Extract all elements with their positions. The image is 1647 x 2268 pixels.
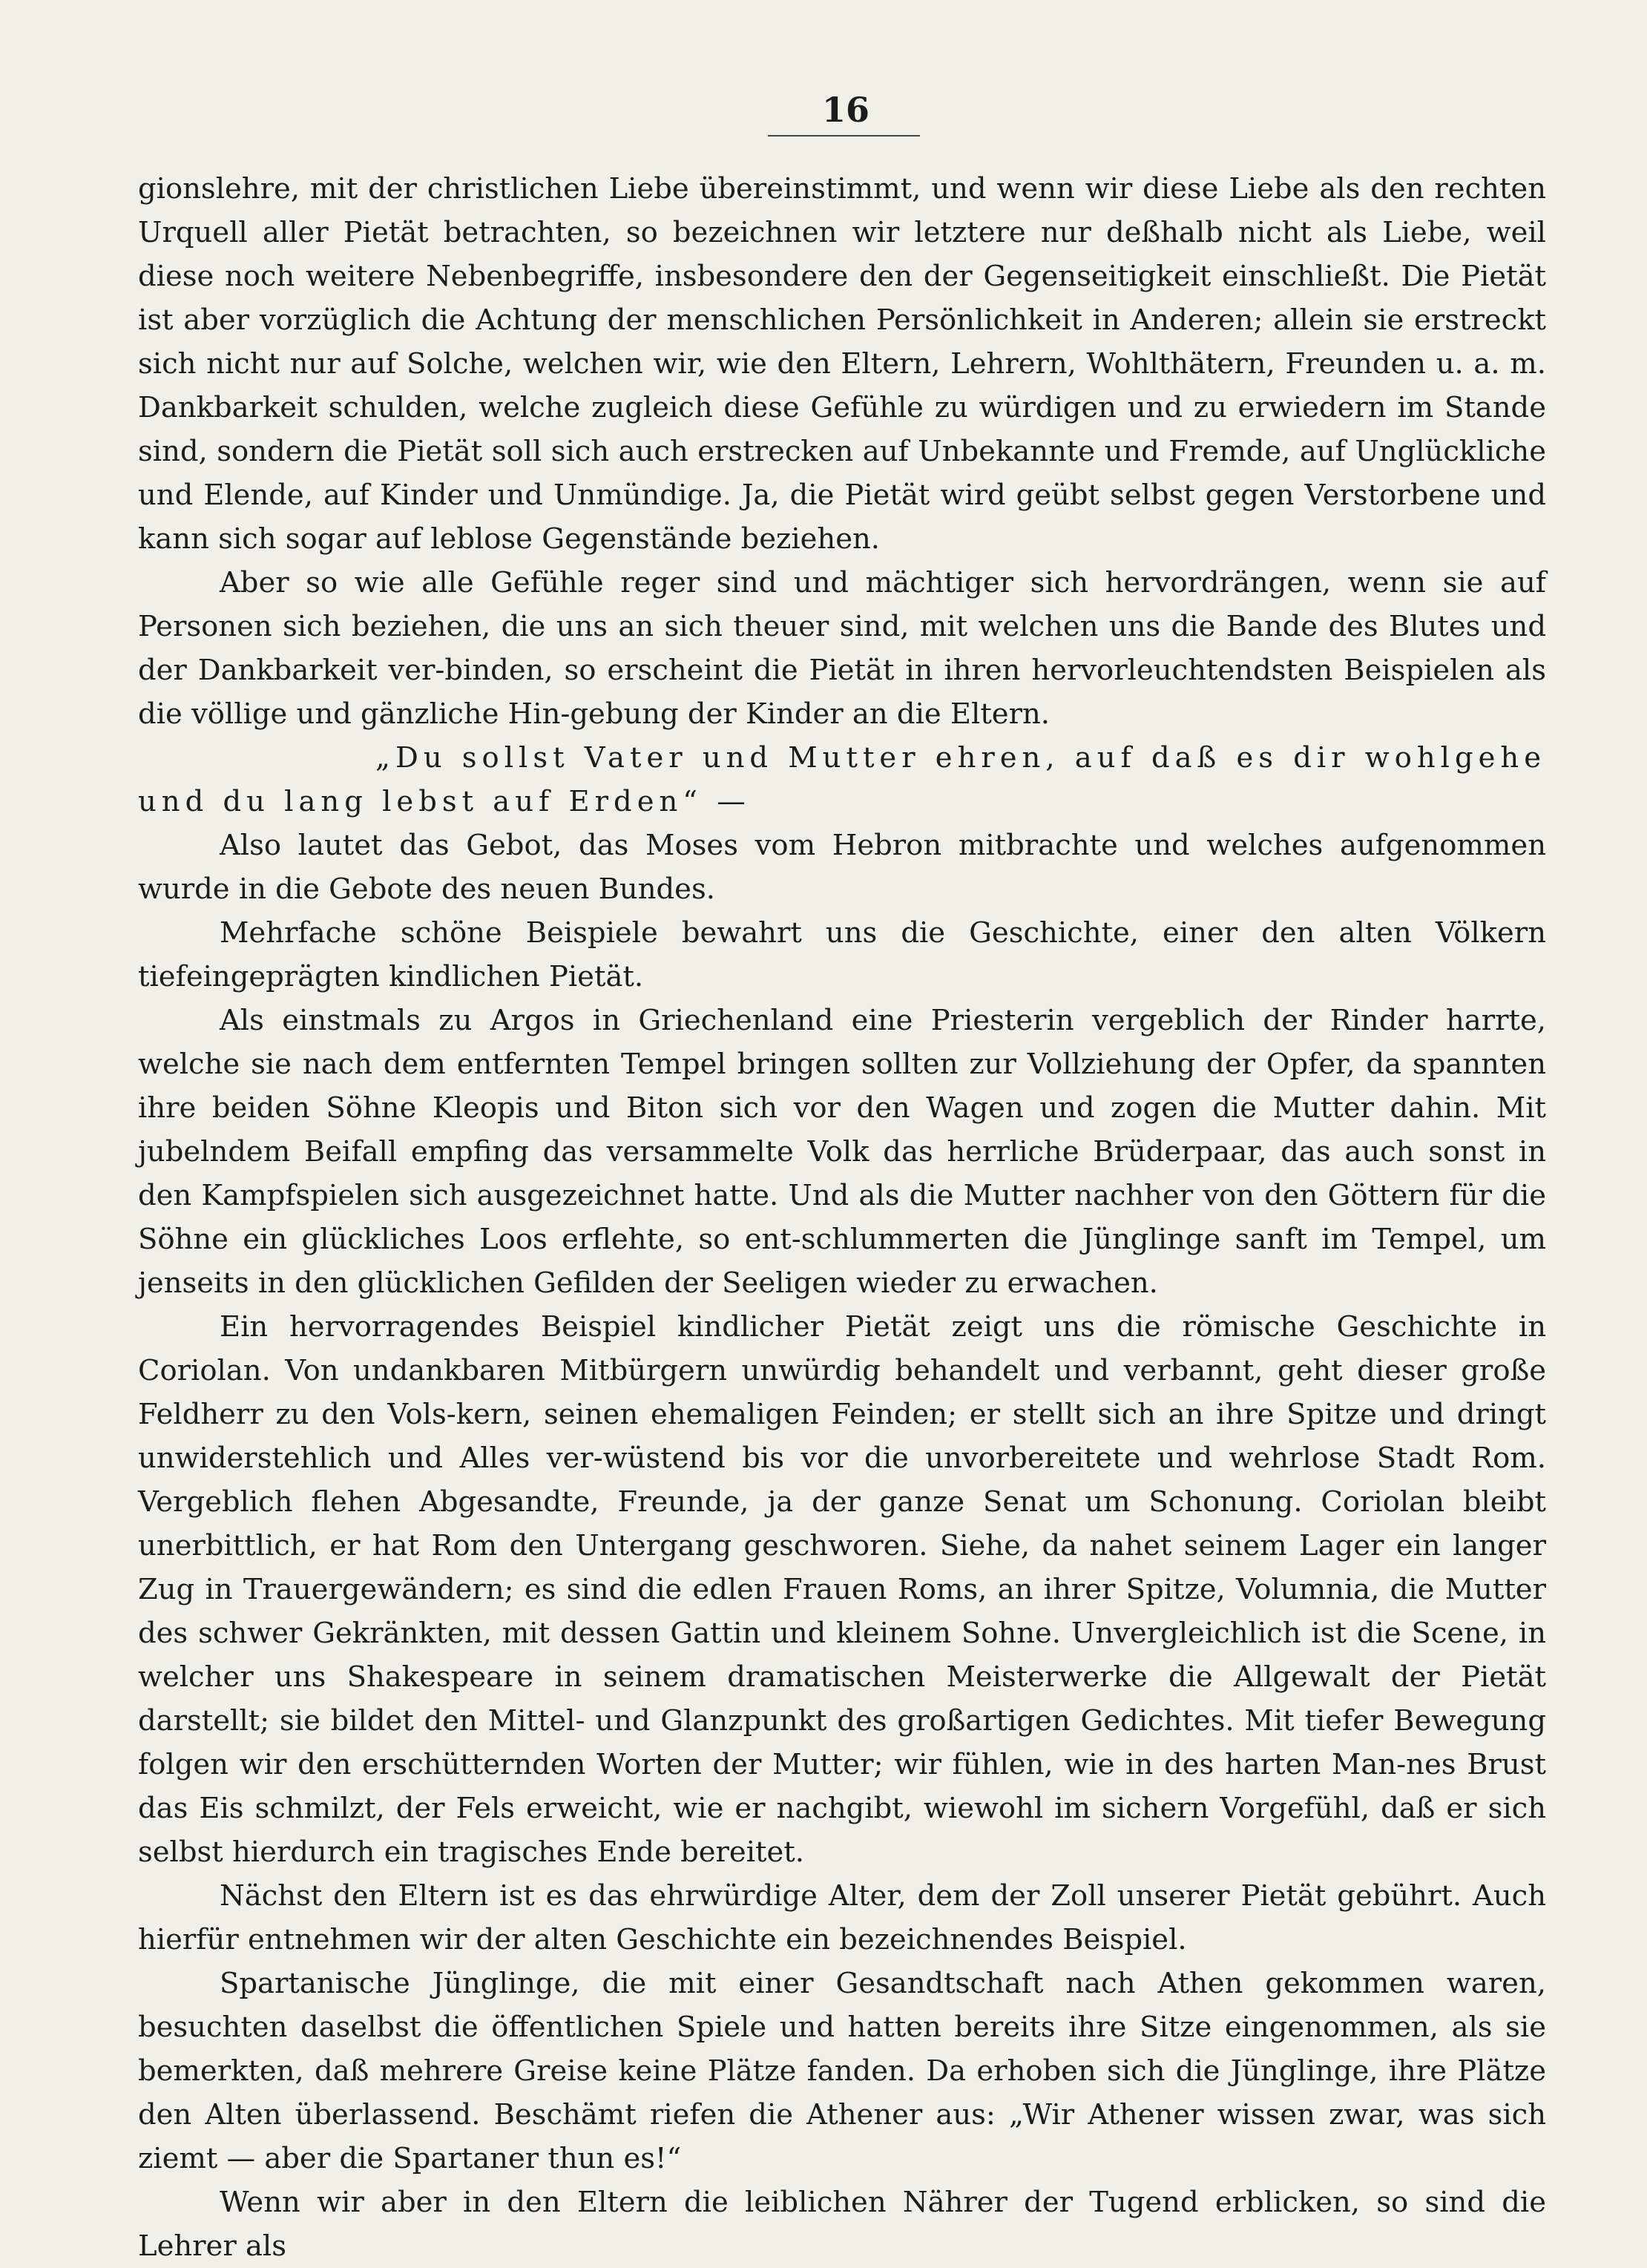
commandment-quote: „Du sollst Vater und Mutter ehren, auf daß es dir wohlgehe und du lang lebst auf Erden“ — <box>138 741 1546 818</box>
paragraph-coriolan: Ein hervorragendes Beispiel kindlicher Pietät zeigt uns die römische Geschichte in Coriolan. Von undankbaren Mitbürgern unwürdig behandelt und verbannt, geht dieser große Feldherr zu den Vols-kern, seinen ehemaligen Feinden; er stellt sich an ihre Spitze und dringt unwiderstehlich und Alles ver-wüstend bis vor die unvorbereitete und wehrlose Stadt Rom. Vergeblich flehen Abgesandte, Freunde, ja der ganze Senat um Schonung. Coriolan bleibt unerbittlich, er hat Rom den Untergang geschworen. Siehe, da nahet seinem Lager ein langer Zug in Trauergewändern; es sind die edlen Frauen Roms, an ihrer Spitze, Volumnia, die Mutter des schwer Gekränkten, mit dessen Gattin und kleinem Sohne. Unvergleichlich ist die Scene, in welcher uns Shakespeare in seinem dramatischen Meisterwerke die Allgewalt der Pietät darstellt; sie bildet den Mittel- und Glanzpunkt des großartigen Gedichtes. Mit tiefer Bewegung folgen wir den erschütternden Worten der Mutter; wir fühlen, wie in des harten Man-nes Brust das Eis schmilzt, der Fels erweicht, wie er nachgibt, wiewohl im sichern Vorgefühl, daß er sich selbst hierdurch ein tragisches Ende bereitet. <box>138 1310 1546 1869</box>
paragraph-gefuehle: Aber so wie alle Gefühle reger sind und mächtiger sich hervordrängen, wenn sie auf Personen sich beziehen, die uns an sich theuer sind, mit welchen uns die Bande des Blutes und der Dankbarkeit ver-binden, so erscheint die Pietät in ihren hervorleuchtendsten Beispielen als die völlige und gänzliche Hin-gebung der Kinder an die Eltern. <box>138 566 1546 731</box>
paragraph-alter: Nächst den Eltern ist es das ehrwürdige Alter, dem der Zoll unserer Pietät gebührt. Auch hierfür entnehmen wir der alten Geschichte ein bezeichnendes Beispiel. <box>138 1879 1546 1956</box>
header-rule <box>768 135 920 137</box>
paragraph-kleopis-biton: Als einstmals zu Argos in Griechenland eine Priesterin vergeblich der Rinder harrte, welche sie nach dem entfernten Tempel bringen sollten zur Vollziehung der Opfer, da spannten ihre beiden Söhne Kleopis und Biton sich vor den Wagen und zogen die Mutter dahin. Mit jubelndem Beifall empfing das versammelte Volk das herrliche Brüderpaar, das auch sonst in den Kampfspielen sich ausgezeichnet hatte. Und als die Mutter nachher von den Göttern für die Söhne ein glückliches Loos erflehte, so ent-schlummerten die Jünglinge sanft im Tempel, um jenseits in den glücklichen Gefilden der Seeligen wieder zu erwachen. <box>138 1004 1546 1300</box>
page-number: 16 <box>821 90 869 130</box>
paragraph-spartaner: Spartanische Jünglinge, die mit einer Gesandtschaft nach Athen gekommen waren, besuchten daselbst die öffentlichen Spiele und hatten bereits ihre Sitze eingenommen, als sie bemerkten, daß mehrere Greise keine Plätze fanden. Da erhoben sich die Jünglinge, ihre Plätze den Alten überlassend. Beschämt riefen die Athener aus: „Wir Athener wissen zwar, was sich ziemt — aber die Spartaner thun es!“ <box>138 1967 1546 2175</box>
body-text <box>138 167 1546 2268</box>
paragraph-lehrer: Wenn wir aber in den Eltern die leiblichen Nährer der Tugend erblicken, so sind die Lehrer als <box>138 2186 1546 2263</box>
paragraph-beispiele: Mehrfache schöne Beispiele bewahrt uns die Geschichte, einer den alten Völkern tiefeingeprägten kindlichen Pietät. <box>138 916 1546 993</box>
paragraph-pietaet-definition: gionslehre, mit der christlichen Liebe übereinstimmt, und wenn wir diese Liebe als den rechten Urquell aller Pietät betrachten, so bezeichnen wir letztere nur deßhalb nicht als Liebe, weil diese noch weitere Nebenbegriffe, insbesondere den der Gegenseitigkeit einschließt. Die Pietät ist aber vorzüglich die Achtung der menschlichen Persönlichkeit in Anderen; allein sie erstreckt sich nicht nur auf Solche, welchen wir, wie den Eltern, Lehrern, Wohlthätern, Freunden u. a. m. Dankbarkeit schulden, welche zugleich diese Gefühle zu würdigen und zu erwiedern im Stande sind, sondern die Pietät soll sich auch erstrecken auf Unbekannte und Fremde, auf Unglückliche und Elende, auf Kinder und Unmündige. Ja, die Pietät wird geübt selbst gegen Verstorbene und kann sich sogar auf leblose Gegenstände beziehen. <box>138 172 1546 556</box>
paragraph-gebot: Also lautet das Gebot, das Moses vom Hebron mitbrachte und welches aufgenommen wurde in die Gebote des neuen Bundes. <box>138 829 1546 906</box>
